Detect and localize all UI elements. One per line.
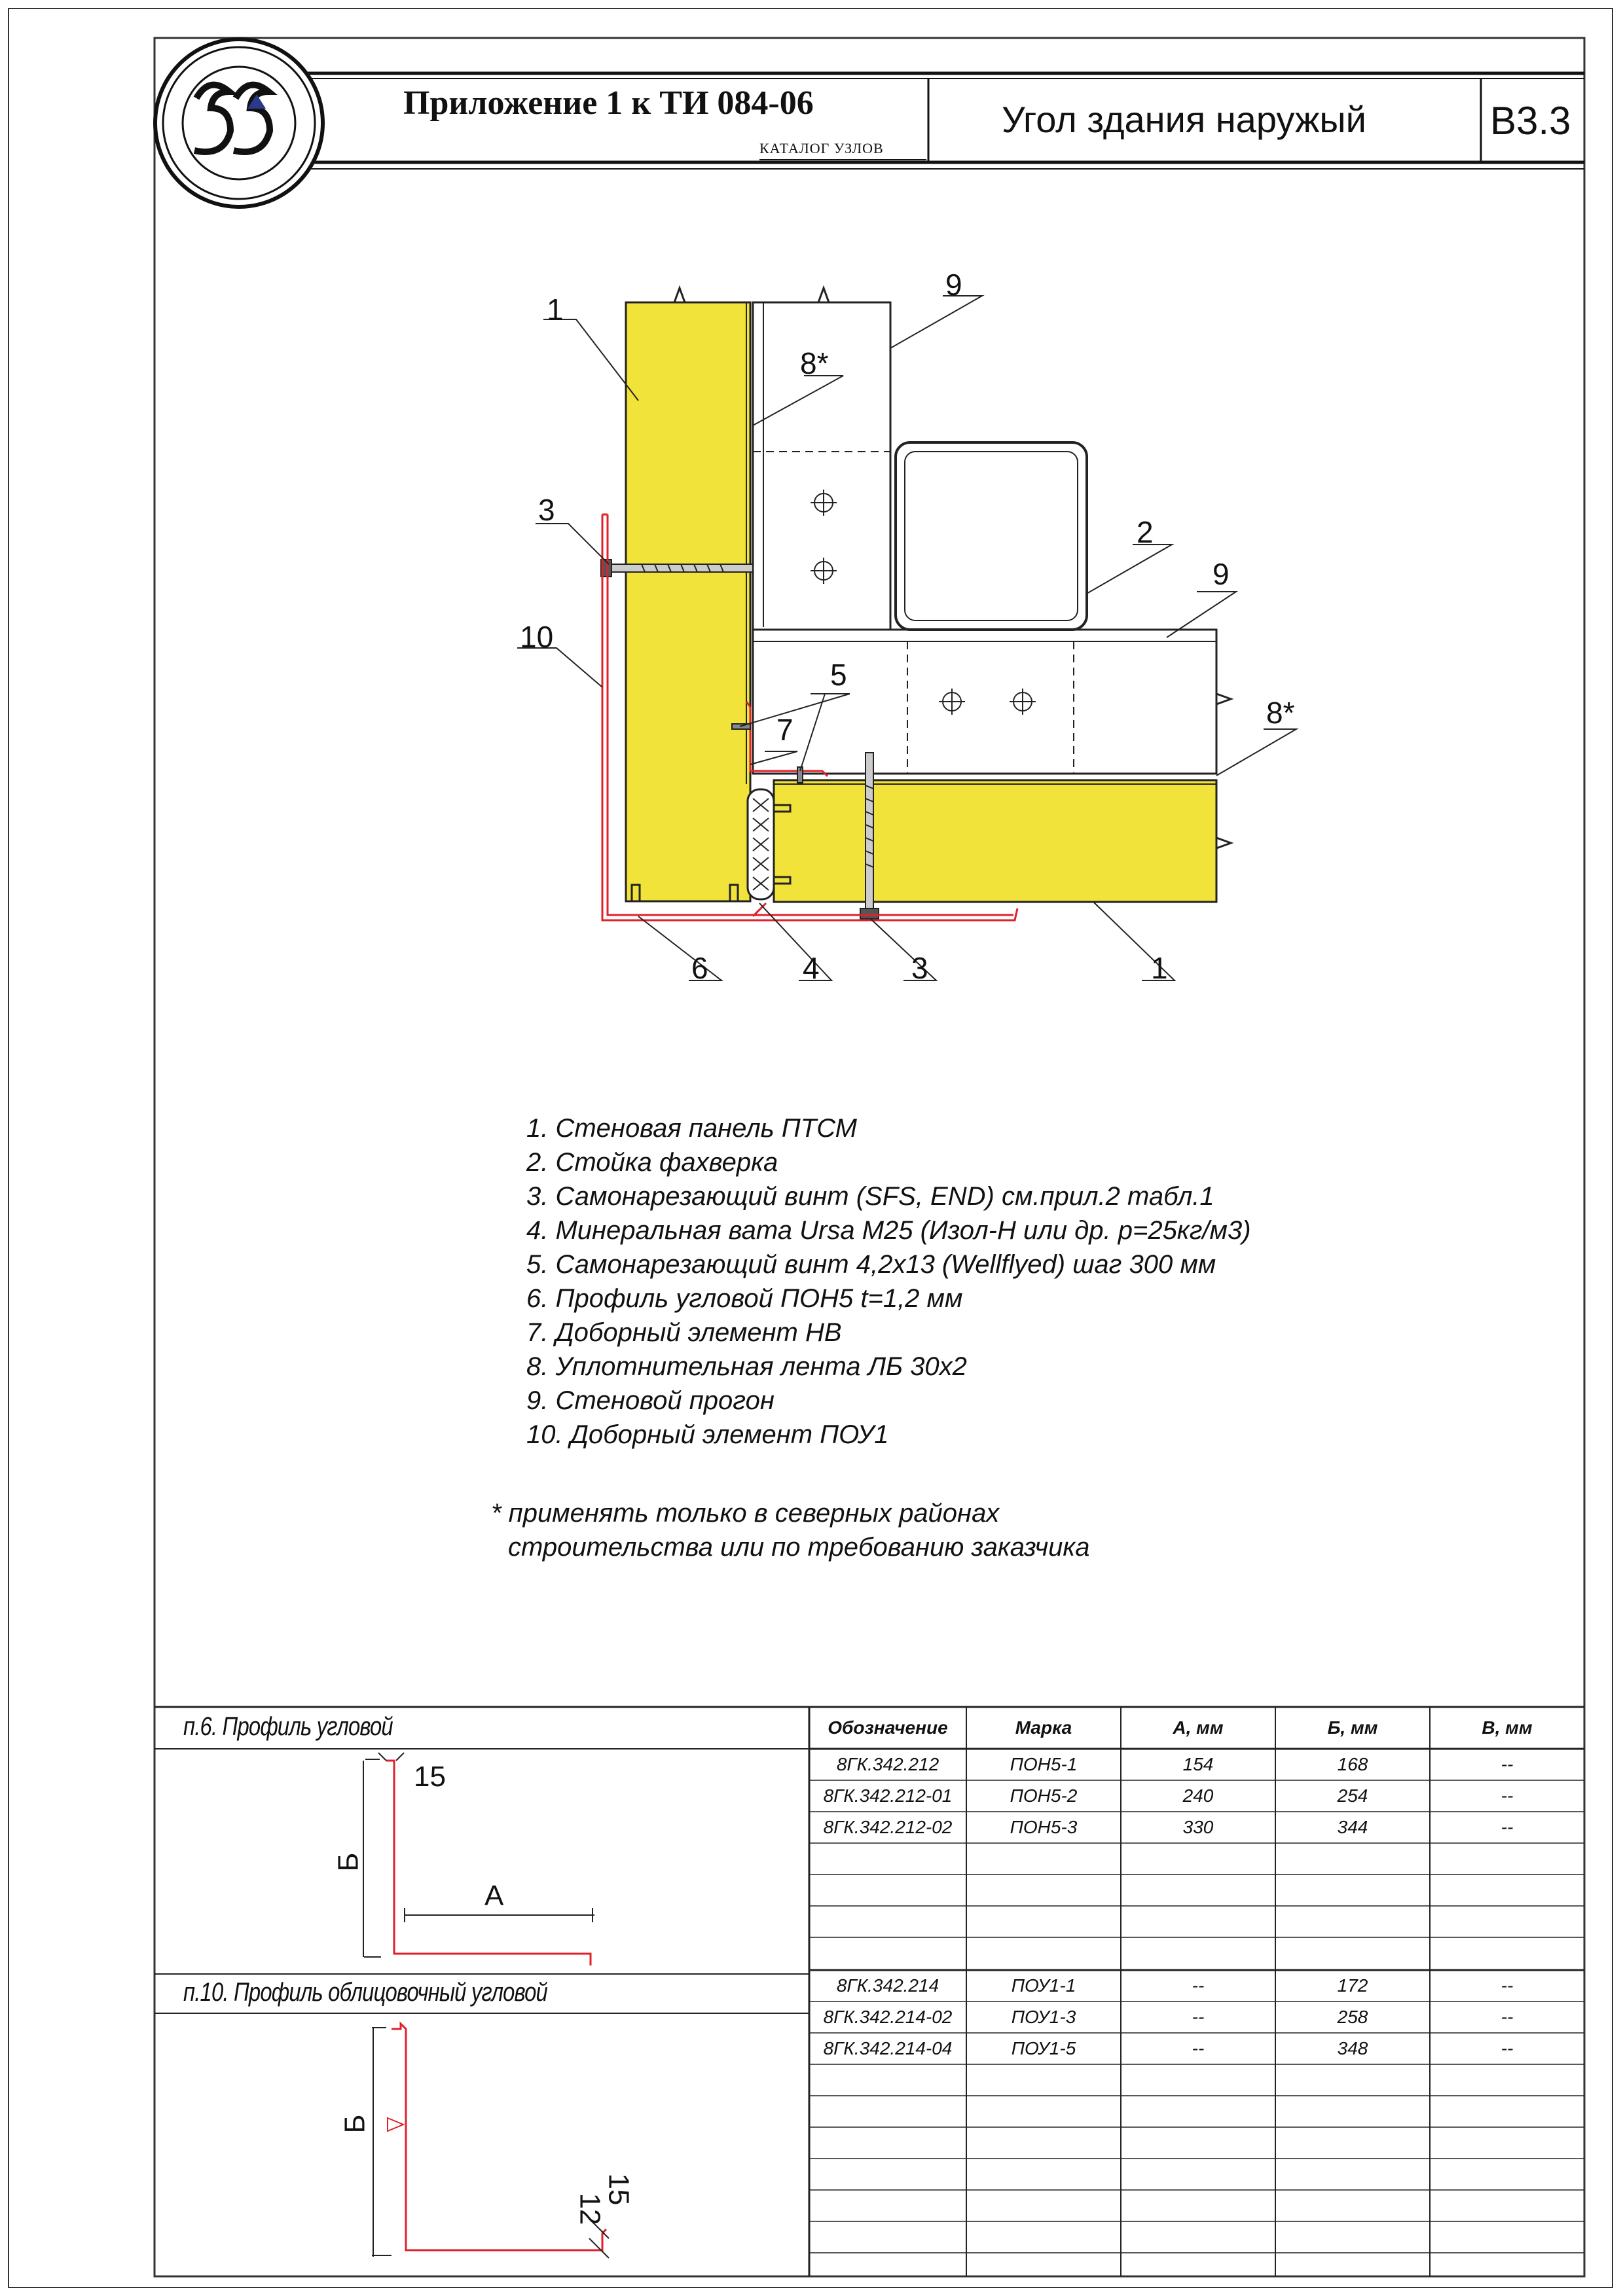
dim-a: А <box>484 1880 504 1912</box>
cell: 8ГК.342.212 <box>836 1754 939 1774</box>
cell: 154 <box>1182 1754 1214 1774</box>
cell: 8ГК.342.214 <box>836 1975 939 1996</box>
callout-3-left: 3 <box>538 493 555 527</box>
dim-12-10: 12 <box>574 2193 606 2225</box>
cell: 254 <box>1337 1785 1368 1806</box>
cell: -- <box>1501 1785 1514 1806</box>
cell: 344 <box>1337 1817 1368 1837</box>
callout-3-bottom: 3 <box>911 951 928 985</box>
th-a: А, мм <box>1173 1717 1224 1738</box>
company-logo <box>155 39 323 207</box>
cell: 8ГК.342.212-02 <box>823 1817 953 1837</box>
dim-b-6: Б <box>332 1852 365 1872</box>
callout-10: 10 <box>520 620 554 654</box>
cell: ПОУ1-5 <box>1011 2038 1076 2058</box>
callout-6: 6 <box>691 951 708 985</box>
cell: ПОН5-2 <box>1010 1785 1078 1806</box>
horizontal-panel <box>774 780 1216 902</box>
cell: 172 <box>1337 1975 1368 1996</box>
cell: -- <box>1501 1817 1514 1837</box>
cell: 258 <box>1337 2007 1368 2027</box>
callout-4: 4 <box>803 951 820 985</box>
legend-item: 3. Самонарезающий винт (SFS, END) см.прил.2 табл.1 <box>526 1182 1214 1211</box>
header-title: Приложение 1 к ТИ 084-06 <box>403 84 814 122</box>
legend-item: 2. Стойка фахверка <box>526 1148 778 1177</box>
note-line-2: строительства или по требованию заказчика <box>508 1533 1090 1562</box>
th-b: Б, мм <box>1327 1717 1378 1738</box>
cell: 168 <box>1337 1754 1368 1774</box>
cell: -- <box>1192 2007 1205 2027</box>
callout-1-top: 1 <box>547 293 564 327</box>
cell: -- <box>1501 2007 1514 2027</box>
legend-item: 5. Самонарезающий винт 4,2х13 (Wellflyed) шаг 300 мм <box>526 1250 1216 1279</box>
cell: 8ГК.342.212-01 <box>823 1785 953 1806</box>
section-6-title: п.6. Профиль угловой <box>183 1712 393 1741</box>
sheet-code: В3.3 <box>1490 99 1571 143</box>
callout-7: 7 <box>776 713 793 747</box>
callout-8-top: 8* <box>800 346 829 380</box>
legend-item: 8. Уплотнительная лента ЛБ 30х2 <box>526 1352 967 1381</box>
callout-9-top: 9 <box>945 268 962 302</box>
legend-item: 4. Минеральная вата Ursa M25 (Изол-Н или др. р=25кг/м3) <box>526 1216 1251 1245</box>
profile-6-sketch <box>363 1753 594 1965</box>
dim-flange-15: 15 <box>414 1761 446 1793</box>
header-subtitle: КАТАЛОГ УЗЛОВ <box>759 140 884 156</box>
vertical-panel <box>626 302 750 901</box>
cell: 8ГК.342.214-02 <box>823 2007 953 2027</box>
dim-15-10: 15 <box>602 2173 635 2206</box>
post <box>896 442 1087 630</box>
callout-8-right: 8* <box>1266 696 1295 730</box>
callout-2: 2 <box>1137 515 1154 549</box>
cell: ПОН5-3 <box>1010 1817 1078 1837</box>
th-v: В, мм <box>1482 1717 1533 1738</box>
cell: ПОУ1-1 <box>1011 1975 1076 1996</box>
note-line-1: * применять только в северных районах <box>491 1499 1000 1528</box>
callout-5: 5 <box>830 658 847 692</box>
cell: 330 <box>1182 1817 1214 1837</box>
drawing-name: Угол здания наружый <box>1002 99 1366 140</box>
legend-item: 9. Стеновой прогон <box>526 1386 775 1415</box>
legend-item: 1. Стеновая панель ПТСМ <box>526 1114 857 1143</box>
legend-item: 10. Доборный элемент ПОУ1 <box>526 1420 889 1449</box>
legend-item: 7. Доборный элемент НВ <box>526 1318 842 1347</box>
cell: -- <box>1501 2038 1514 2058</box>
cell: -- <box>1501 1975 1514 1996</box>
legend-item: 6. Профиль угловой ПОН5 t=1,2 мм <box>526 1284 963 1313</box>
cell: ПОУ1-3 <box>1011 2007 1076 2027</box>
cell: -- <box>1501 1754 1514 1774</box>
dim-b-10: Б <box>338 2114 371 2134</box>
callout-1-bottom: 1 <box>1151 951 1168 985</box>
cell: -- <box>1192 2038 1205 2058</box>
cell: 348 <box>1337 2038 1368 2058</box>
cell: 240 <box>1182 1785 1214 1806</box>
th-designation: Обозначение <box>828 1717 948 1738</box>
cell: -- <box>1192 1975 1205 1996</box>
th-mark: Марка <box>1015 1717 1072 1738</box>
section-10-title: п.10. Профиль облицовочный угловой <box>183 1978 547 2007</box>
cell: ПОН5-1 <box>1010 1754 1078 1774</box>
callout-9-right: 9 <box>1213 557 1230 591</box>
cell: 8ГК.342.214-04 <box>823 2038 953 2058</box>
